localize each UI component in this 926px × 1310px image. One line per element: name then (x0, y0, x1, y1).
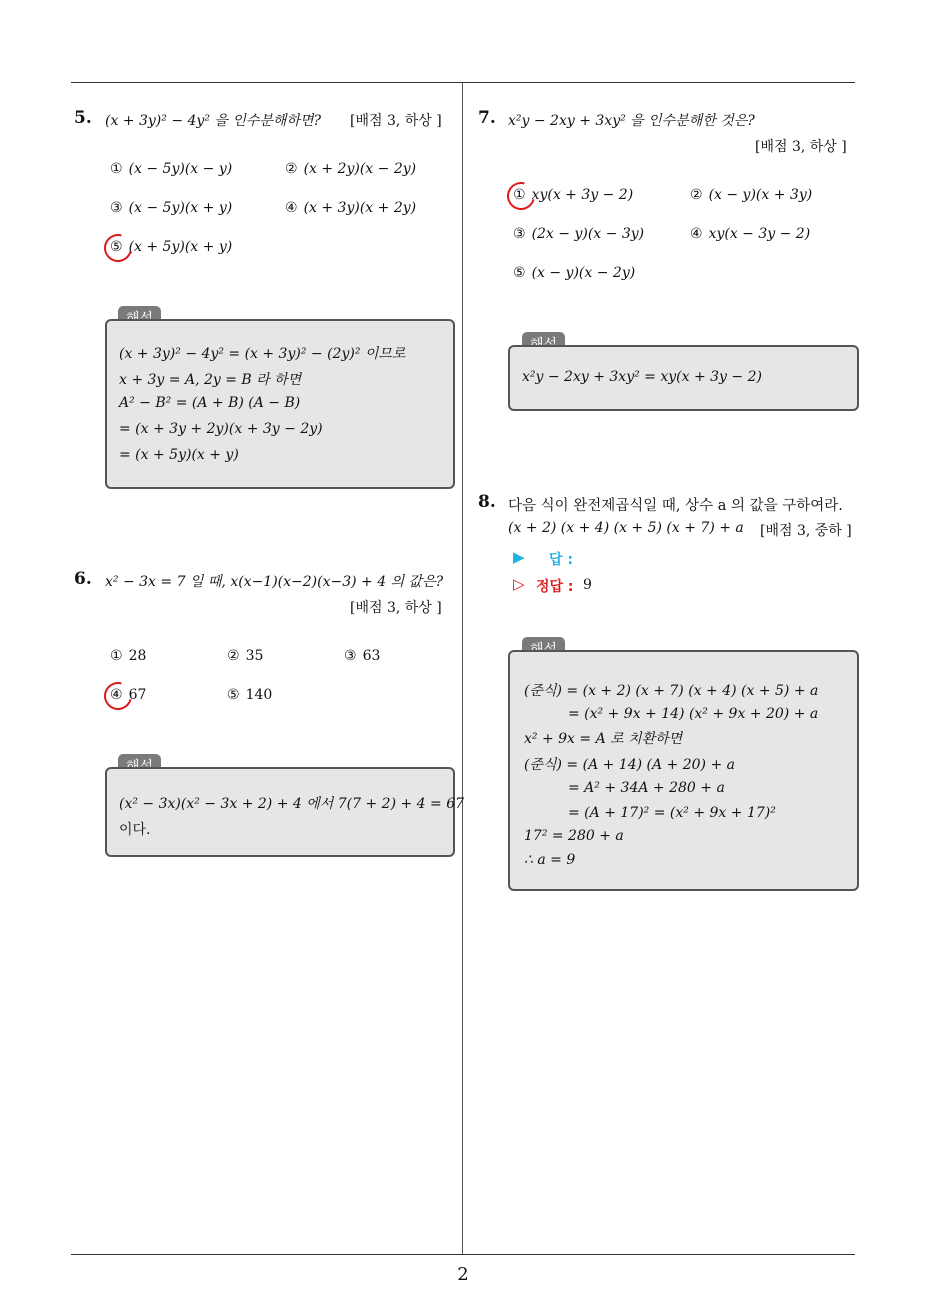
score-meta: [배점 3, 하상 ] (350, 113, 442, 129)
option-text: (x + 5y)(x + y) (128, 239, 233, 255)
option-5[interactable] (227, 687, 272, 703)
option-1[interactable] (110, 161, 232, 177)
solution-line: 17² = 280 + a (524, 828, 624, 844)
option-mark: ② (227, 648, 240, 664)
solution-line: ∴ a = 9 (524, 852, 576, 868)
score-meta: [배점 3, 하상 ] (350, 600, 442, 616)
option-text: (x − y)(x − 2y) (531, 265, 636, 281)
top-rule (71, 82, 855, 83)
option-mark: ③ (344, 648, 357, 664)
question-number: 6. (74, 569, 92, 589)
option-text: 140 (245, 687, 273, 703)
answer-circle-mark (99, 229, 137, 267)
option-3[interactable] (110, 200, 232, 216)
option-text: 67 (128, 687, 147, 703)
option-mark: ① (110, 648, 123, 664)
correct-arrow-icon: ▷ (513, 575, 525, 593)
answer-arrow-icon: ▶ (513, 548, 525, 566)
question-expression: (x + 2) (x + 4) (x + 5) (x + 7) + a (508, 520, 744, 536)
option-text: (x + 3y)(x + 2y) (303, 200, 417, 216)
option-mark: ⑤ (227, 687, 240, 703)
option-text: (x − 5y)(x − y) (128, 161, 233, 177)
option-2[interactable] (227, 648, 263, 664)
option-mark: ② (690, 187, 703, 203)
option-mark: ④ (110, 687, 123, 703)
solution-box (508, 345, 859, 411)
option-4[interactable] (690, 226, 810, 242)
solution-line: 이다. (119, 822, 151, 838)
option-text: (2x − y)(x − 3y) (531, 226, 645, 242)
option-2[interactable] (285, 161, 416, 177)
answer-label: 답 : (549, 552, 573, 568)
solution-line: (준식) = (A + 14) (A + 20) + a (524, 757, 735, 773)
option-3[interactable] (344, 648, 380, 664)
question-number: 5. (74, 108, 92, 128)
option-mark: ④ (285, 200, 298, 216)
column-divider (462, 83, 463, 1254)
correct-value: 9 (583, 577, 592, 593)
answer-circle-mark (99, 677, 137, 715)
solution-line: = A² + 34A + 280 + a (568, 780, 725, 796)
solution-line: (준식) = (x + 2) (x + 7) (x + 4) (x + 5) + a (524, 683, 819, 699)
solution-box (508, 650, 859, 891)
option-text: 63 (362, 648, 381, 664)
solution-box (105, 319, 455, 489)
question-text: 다음 식이 완전제곱식일 때, 상수 a 의 값을 구하여라. (508, 498, 843, 514)
option-mark: ⑤ (110, 239, 123, 255)
correct-label: 정답 : (536, 579, 574, 595)
solution-line: = (x² + 9x + 14) (x² + 9x + 20) + a (568, 706, 819, 722)
option-text: xy(x + 3y − 2) (531, 187, 634, 203)
solution-line: (x² − 3x)(x² − 3x + 2) + 4 에서 7(7 + 2) + 4 = 67 (119, 796, 465, 812)
option-mark: ① (110, 161, 123, 177)
question-text: (x + 3y)² − 4y² 을 인수분해하면? (105, 113, 322, 129)
solution-line: A² − B² = (A + B) (A − B) (119, 395, 301, 411)
solution-line: x + 3y = A, 2y = B 라 하면 (119, 372, 302, 388)
option-text: xy(x − 3y − 2) (708, 226, 811, 242)
option-text: 28 (128, 648, 147, 664)
solution-line: (x + 3y)² − 4y² = (x + 3y)² − (2y)² 이므로 (119, 346, 406, 362)
question-number: 8. (478, 492, 496, 512)
question-number: 7. (478, 108, 496, 128)
question-text: x² − 3x = 7 일 때, x(x−1)(x−2)(x−3) + 4 의 값은? (105, 574, 444, 590)
option-text: (x − 5y)(x + y) (128, 200, 233, 216)
solution-line: = (x + 5y)(x + y) (119, 447, 239, 463)
solution-line: x²y − 2xy + 3xy² = xy(x + 3y − 2) (522, 369, 762, 385)
option-mark: ⑤ (513, 265, 526, 281)
page-number: 2 (457, 1264, 469, 1285)
option-text: (x + 2y)(x − 2y) (303, 161, 417, 177)
solution-line: x² + 9x = A 로 치환하면 (524, 731, 683, 747)
solution-line: = (A + 17)² = (x² + 9x + 17)² (568, 805, 776, 821)
option-mark: ③ (110, 200, 123, 216)
option-mark: ④ (690, 226, 703, 242)
answer-circle-mark (502, 177, 540, 215)
option-text: 35 (245, 648, 264, 664)
option-5[interactable] (513, 265, 635, 281)
option-mark: ③ (513, 226, 526, 242)
question-text: x²y − 2xy + 3xy² 을 인수분해한 것은? (508, 113, 755, 129)
solution-line: = (x + 3y + 2y)(x + 3y − 2y) (119, 421, 323, 437)
option-4[interactable] (285, 200, 416, 216)
option-3[interactable] (513, 226, 644, 242)
solution-box (105, 767, 465, 857)
score-meta: [배점 3, 하상 ] (755, 139, 847, 155)
score-meta: [배점 3, 중하 ] (760, 523, 852, 539)
bottom-rule (71, 1254, 855, 1255)
option-1[interactable] (110, 648, 146, 664)
option-mark: ② (285, 161, 298, 177)
option-2[interactable] (690, 187, 812, 203)
option-mark: ① (513, 187, 526, 203)
option-text: (x − y)(x + 3y) (708, 187, 813, 203)
